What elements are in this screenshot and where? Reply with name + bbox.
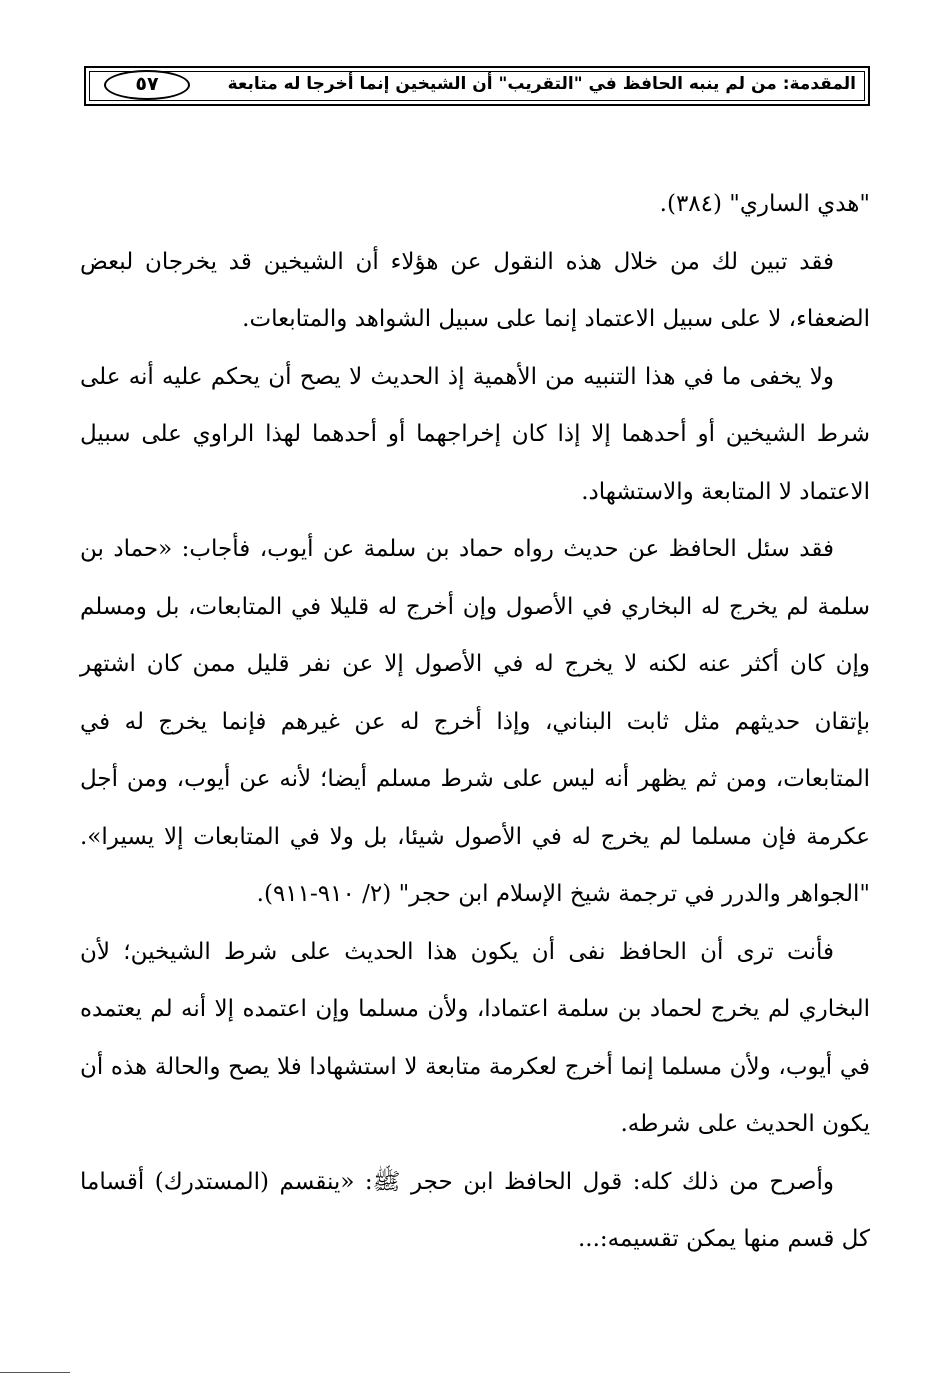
citation-line: "هدي الساري" (٣٨٤). <box>659 191 870 217</box>
paragraph: فأنت ترى أن الحافظ نفى أن يكون هذا الحديث على شرط الشيخين؛ لأن البخاري لم يخرج لحماد بن سلمة اعتمادا، ولأن مسلما وإن اعتمده إلا أنه لم يعتمده في أيوب، ولأن مسلما إنما أخرج لعكرمة متابعة لا استشهادا فلا يصح والحالة هذه أن يكون الحديث على شرطه. <box>80 938 870 1137</box>
footer-rule <box>0 1372 70 1373</box>
running-title: المقدمة: من لم ينبه الحافظ في "التقريب" أن الشيخين إنما أخرجا له متابعة <box>227 74 856 94</box>
running-header <box>84 66 870 106</box>
paragraph: فقد تبين لك من خلال هذه النقول عن هؤلاء أن الشيخين قد يخرجان لبعض الضعفاء، لا على سبيل الاعتماد إنما على سبيل الشواهد والمتابعات. <box>80 248 870 332</box>
paragraph: ولا يخفى ما في هذا التنبيه من الأهمية إذ الحديث لا يصح أن يحكم عليه أنه على شرط الشيخين أو أحدهما إلا إذا كان إخراجهما أو أحدهما لهذا الراوي على سبيل الاعتماد لا المتابعة والاستشهاد. <box>80 363 870 505</box>
paragraph: فقد سئل الحافظ عن حديث رواه حماد بن سلمة عن أيوب، فأجاب: «حماد بن سلمة لم يخرج له البخاري في الأصول وإن أخرج له قليلا في المتابعات، بل ومسلم وإن كان أكثر عنه لكنه لا يخرج له في الأصول إلا عن نفر قليل ممن كان اشتهر بإتقان حديثهم مثل ثابت البناني، وإذا أخرج له عن غيرهم فإنما يخرج له في المتابعات، ومن ثم يظهر أنه ليس على شرط مسلم أيضا؛ لأنه عن أيوب، ومن أجل عكرمة فإن مسلما لم يخرج له في الأصول شيئا، بل ولا في المتابعات إلا يسيرا». "الجواهر والدرر في ترجمة شيخ الإسلام ابن حجر" (٢/ ٩١٠-٩١١). <box>80 536 870 907</box>
paragraph: وأصرح من ذلك كله: قول الحافظ ابن حجر ﷺ: «ينقسم (المستدرك) أقساما كل قسم منها يمكن تقسيمه:... <box>80 1168 870 1252</box>
page-number: ٥٧ <box>104 70 190 100</box>
body-text <box>80 176 870 1269</box>
